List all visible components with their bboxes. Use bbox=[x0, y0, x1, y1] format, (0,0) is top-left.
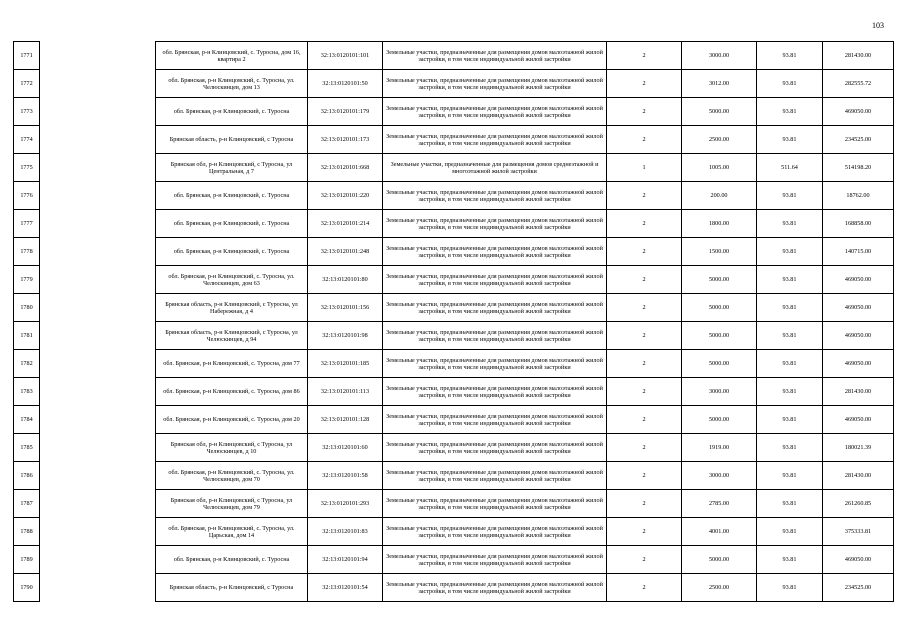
address-cell: обл. Брянская, р-н Клинцовский, с. Туросна bbox=[156, 182, 308, 210]
specific-value-cell: 93.81 bbox=[757, 42, 823, 70]
cadastral-value-cell: 469050.00 bbox=[823, 294, 894, 322]
permitted-use-cell: Земельные участки, предназначенные для размещения домов малоэтажной жилой застройки, в том числе индивидуальной жилой застройки bbox=[383, 210, 607, 238]
group-cell: 2 bbox=[607, 378, 682, 406]
permitted-use-cell: Земельные участки, предназначенные для размещения домов малоэтажной жилой застройки, в том числе индивидуальной жилой застройки bbox=[383, 266, 607, 294]
area-cell: 3000.00 bbox=[682, 462, 757, 490]
address-cell: обл. Брянская, р-н Клинцовский, с. Туросна, дом 77 bbox=[156, 350, 308, 378]
table-row bbox=[14, 70, 894, 98]
specific-value-cell: 93.81 bbox=[757, 462, 823, 490]
row-number-cell: 1789 bbox=[14, 546, 40, 574]
cadastral-number-cell: 32:13:0120101:179 bbox=[308, 98, 383, 126]
area-cell: 1800.00 bbox=[682, 210, 757, 238]
group-cell: 2 bbox=[607, 42, 682, 70]
cadastral-value-cell: 469050.00 bbox=[823, 266, 894, 294]
row-number-cell: 1776 bbox=[14, 182, 40, 210]
cadastral-value-cell: 281430.00 bbox=[823, 42, 894, 70]
table-row bbox=[14, 490, 894, 518]
address-cell: Брянская область, р-н Клинцовский, с Туросна, ул Челюскинцев, д 94 bbox=[156, 322, 308, 350]
area-cell: 3000.00 bbox=[682, 378, 757, 406]
row-number-cell: 1773 bbox=[14, 98, 40, 126]
specific-value-cell: 93.81 bbox=[757, 126, 823, 154]
address-cell: обл. Брянская, р-н Клинцовский, с. Туросна, ул. Челюскинцев, дом 70 bbox=[156, 462, 308, 490]
table-row bbox=[14, 210, 894, 238]
table-row bbox=[14, 350, 894, 378]
table-row bbox=[14, 574, 894, 602]
cadastral-number-cell: 32:13:0120101:668 bbox=[308, 154, 383, 182]
spacer-cell bbox=[40, 294, 156, 322]
address-cell: обл. Брянская, р-н Клинцовский, с. Туросна, дом 16, квартира 2 bbox=[156, 42, 308, 70]
specific-value-cell: 93.81 bbox=[757, 434, 823, 462]
table-row bbox=[14, 294, 894, 322]
spacer-cell bbox=[40, 378, 156, 406]
area-cell: 1919.00 bbox=[682, 434, 757, 462]
specific-value-cell: 93.81 bbox=[757, 210, 823, 238]
group-cell: 2 bbox=[607, 182, 682, 210]
row-number-cell: 1783 bbox=[14, 378, 40, 406]
address-cell: обл. Брянская, р-н Клинцовский, с. Туросна bbox=[156, 546, 308, 574]
cadastral-value-cell: 375333.81 bbox=[823, 518, 894, 546]
address-cell: Брянская обл, р-н Клинцовский, с Туросна, ул Центральная, д 7 bbox=[156, 154, 308, 182]
specific-value-cell: 511.64 bbox=[757, 154, 823, 182]
cadastral-value-cell: 168858.00 bbox=[823, 210, 894, 238]
cadastral-number-cell: 32:13:0120101:80 bbox=[308, 266, 383, 294]
specific-value-cell: 93.81 bbox=[757, 378, 823, 406]
area-cell: 2500.00 bbox=[682, 574, 757, 602]
address-cell: Брянская область, р-н Клинцовский, с Туросна, ул Набережная, д 4 bbox=[156, 294, 308, 322]
specific-value-cell: 93.81 bbox=[757, 70, 823, 98]
cadastral-value-cell: 140715.00 bbox=[823, 238, 894, 266]
group-cell: 2 bbox=[607, 406, 682, 434]
area-cell: 5000.00 bbox=[682, 294, 757, 322]
spacer-cell bbox=[40, 406, 156, 434]
specific-value-cell: 93.81 bbox=[757, 266, 823, 294]
spacer-cell bbox=[40, 266, 156, 294]
row-number-cell: 1781 bbox=[14, 322, 40, 350]
area-cell: 5000.00 bbox=[682, 350, 757, 378]
permitted-use-cell: Земельные участки, предназначенные для размещения домов малоэтажной жилой застройки, в том числе индивидуальной жилой застройки bbox=[383, 406, 607, 434]
cadastral-number-cell: 32:13:0120101:173 bbox=[308, 126, 383, 154]
area-cell: 2785.00 bbox=[682, 490, 757, 518]
group-cell: 2 bbox=[607, 546, 682, 574]
group-cell: 1 bbox=[607, 154, 682, 182]
spacer-cell bbox=[40, 462, 156, 490]
address-cell: обл. Брянская, р-н Клинцовский, с. Туросна, ул. Челюскинцев, дом 13 bbox=[156, 70, 308, 98]
permitted-use-cell: Земельные участки, предназначенные для размещения домов малоэтажной жилой застройки, в том числе индивидуальной жилой застройки bbox=[383, 70, 607, 98]
address-cell: обл. Брянская, р-н Клинцовский, с. Туросна, ул. Челюскинцев, дом 63 bbox=[156, 266, 308, 294]
cadastral-number-cell: 32:13:0120101:94 bbox=[308, 546, 383, 574]
row-number-cell: 1786 bbox=[14, 462, 40, 490]
area-cell: 3012.00 bbox=[682, 70, 757, 98]
row-number-cell: 1784 bbox=[14, 406, 40, 434]
table-row bbox=[14, 266, 894, 294]
permitted-use-cell: Земельные участки, предназначенные для размещения домов малоэтажной жилой застройки, в том числе индивидуальной жилой застройки bbox=[383, 574, 607, 602]
specific-value-cell: 93.81 bbox=[757, 350, 823, 378]
row-number-cell: 1787 bbox=[14, 490, 40, 518]
cadastral-number-cell: 32:13:0120101:58 bbox=[308, 462, 383, 490]
area-cell: 2500.00 bbox=[682, 126, 757, 154]
table-row bbox=[14, 98, 894, 126]
address-cell: обл. Брянская, р-н Клинцовский, с. Туросна bbox=[156, 210, 308, 238]
address-cell: Брянская область, р-н Клинцовский, с Туросна bbox=[156, 126, 308, 154]
row-number-cell: 1774 bbox=[14, 126, 40, 154]
land-plot-table bbox=[13, 41, 894, 602]
spacer-cell bbox=[40, 490, 156, 518]
table-row bbox=[14, 126, 894, 154]
row-number-cell: 1780 bbox=[14, 294, 40, 322]
spacer-cell bbox=[40, 126, 156, 154]
cadastral-number-cell: 32:13:0120101:54 bbox=[308, 574, 383, 602]
specific-value-cell: 93.81 bbox=[757, 490, 823, 518]
permitted-use-cell: Земельные участки, предназначенные для размещения домов малоэтажной жилой застройки, в том числе индивидуальной жилой застройки bbox=[383, 294, 607, 322]
group-cell: 2 bbox=[607, 210, 682, 238]
permitted-use-cell: Земельные участки, предназначенные для размещения домов малоэтажной жилой застройки, в том числе индивидуальной жилой застройки bbox=[383, 126, 607, 154]
area-cell: 200.00 bbox=[682, 182, 757, 210]
specific-value-cell: 93.81 bbox=[757, 294, 823, 322]
group-cell: 2 bbox=[607, 490, 682, 518]
table-row bbox=[14, 42, 894, 70]
group-cell: 2 bbox=[607, 322, 682, 350]
permitted-use-cell: Земельные участки, предназначенные для размещения домов малоэтажной жилой застройки, в том числе индивидуальной жилой застройки bbox=[383, 42, 607, 70]
group-cell: 2 bbox=[607, 518, 682, 546]
area-cell: 5000.00 bbox=[682, 406, 757, 434]
table-row bbox=[14, 154, 894, 182]
address-cell: обл. Брянская, р-н Клинцовский, с. Туросна bbox=[156, 98, 308, 126]
spacer-cell bbox=[40, 350, 156, 378]
address-cell: обл. Брянская, р-н Клинцовский, с. Туросна, дом 20 bbox=[156, 406, 308, 434]
row-number-cell: 1785 bbox=[14, 434, 40, 462]
permitted-use-cell: Земельные участки, предназначенные для размещения домов малоэтажной жилой застройки, в том числе индивидуальной жилой застройки bbox=[383, 182, 607, 210]
table-row bbox=[14, 322, 894, 350]
area-cell: 4001.00 bbox=[682, 518, 757, 546]
specific-value-cell: 93.81 bbox=[757, 518, 823, 546]
cadastral-number-cell: 32:13:0120101:293 bbox=[308, 490, 383, 518]
table-row bbox=[14, 434, 894, 462]
spacer-cell bbox=[40, 518, 156, 546]
cadastral-value-cell: 234525.00 bbox=[823, 574, 894, 602]
cadastral-value-cell: 469050.00 bbox=[823, 350, 894, 378]
address-cell: Брянская обл, р-н Клинцовский, с Туросна, ул Челюскинцев, дом 79 bbox=[156, 490, 308, 518]
group-cell: 2 bbox=[607, 266, 682, 294]
cadastral-value-cell: 18762.00 bbox=[823, 182, 894, 210]
permitted-use-cell: Земельные участки, предназначенные для размещения домов малоэтажной жилой застройки, в том числе индивидуальной жилой застройки bbox=[383, 518, 607, 546]
cadastral-value-cell: 281430.00 bbox=[823, 378, 894, 406]
group-cell: 2 bbox=[607, 294, 682, 322]
group-cell: 2 bbox=[607, 434, 682, 462]
specific-value-cell: 93.81 bbox=[757, 574, 823, 602]
cadastral-number-cell: 32:13:0120101:214 bbox=[308, 210, 383, 238]
group-cell: 2 bbox=[607, 462, 682, 490]
specific-value-cell: 93.81 bbox=[757, 322, 823, 350]
specific-value-cell: 93.81 bbox=[757, 546, 823, 574]
cadastral-value-cell: 180021.39 bbox=[823, 434, 894, 462]
spacer-cell bbox=[40, 154, 156, 182]
table-row bbox=[14, 238, 894, 266]
area-cell: 1005.00 bbox=[682, 154, 757, 182]
table-row bbox=[14, 518, 894, 546]
group-cell: 2 bbox=[607, 238, 682, 266]
cadastral-number-cell: 32:13:0120101:83 bbox=[308, 518, 383, 546]
row-number-cell: 1782 bbox=[14, 350, 40, 378]
table-row bbox=[14, 462, 894, 490]
spacer-cell bbox=[40, 546, 156, 574]
permitted-use-cell: Земельные участки, предназначенные для размещения домов малоэтажной жилой застройки, в том числе индивидуальной жилой застройки bbox=[383, 546, 607, 574]
cadastral-number-cell: 32:13:0120101:248 bbox=[308, 238, 383, 266]
spacer-cell bbox=[40, 238, 156, 266]
cadastral-number-cell: 32:13:0120101:128 bbox=[308, 406, 383, 434]
address-cell: Брянская область, р-н Клинцовский, с Туросна bbox=[156, 574, 308, 602]
specific-value-cell: 93.81 bbox=[757, 238, 823, 266]
group-cell: 2 bbox=[607, 98, 682, 126]
row-number-cell: 1775 bbox=[14, 154, 40, 182]
permitted-use-cell: Земельные участки, предназначенные для размещения домов среднеэтажной и многоэтажной жилой застройки bbox=[383, 154, 607, 182]
spacer-cell bbox=[40, 210, 156, 238]
cadastral-number-cell: 32:13:0120101:220 bbox=[308, 182, 383, 210]
permitted-use-cell: Земельные участки, предназначенные для размещения домов малоэтажной жилой застройки, в том числе индивидуальной жилой застройки bbox=[383, 322, 607, 350]
group-cell: 2 bbox=[607, 70, 682, 98]
area-cell: 5000.00 bbox=[682, 98, 757, 126]
address-cell: Брянская обл, р-н Клинцовский, с Туросна, ул Челюскинцев, д 10 bbox=[156, 434, 308, 462]
permitted-use-cell: Земельные участки, предназначенные для размещения домов малоэтажной жилой застройки, в том числе индивидуальной жилой застройки bbox=[383, 434, 607, 462]
row-number-cell: 1771 bbox=[14, 42, 40, 70]
cadastral-value-cell: 469050.00 bbox=[823, 406, 894, 434]
cadastral-number-cell: 32:13:0120101:98 bbox=[308, 322, 383, 350]
group-cell: 2 bbox=[607, 574, 682, 602]
permitted-use-cell: Земельные участки, предназначенные для размещения домов малоэтажной жилой застройки, в том числе индивидуальной жилой застройки bbox=[383, 98, 607, 126]
table-body bbox=[14, 42, 894, 602]
spacer-cell bbox=[40, 574, 156, 602]
specific-value-cell: 93.81 bbox=[757, 98, 823, 126]
cadastral-number-cell: 32:13:0120101:60 bbox=[308, 434, 383, 462]
permitted-use-cell: Земельные участки, предназначенные для размещения домов малоэтажной жилой застройки, в том числе индивидуальной жилой застройки bbox=[383, 378, 607, 406]
row-number-cell: 1788 bbox=[14, 518, 40, 546]
row-number-cell: 1790 bbox=[14, 574, 40, 602]
row-number-cell: 1779 bbox=[14, 266, 40, 294]
row-number-cell: 1772 bbox=[14, 70, 40, 98]
cadastral-value-cell: 261260.85 bbox=[823, 490, 894, 518]
cadastral-value-cell: 469050.00 bbox=[823, 322, 894, 350]
address-cell: обл. Брянская, р-н Клинцовский, с. Туросна bbox=[156, 238, 308, 266]
cadastral-number-cell: 32:13:0120101:101 bbox=[308, 42, 383, 70]
area-cell: 1500.00 bbox=[682, 238, 757, 266]
spacer-cell bbox=[40, 182, 156, 210]
address-cell: обл. Брянская, р-н Клинцовский, с. Туросна, ул. Царьская, дом 14 bbox=[156, 518, 308, 546]
cadastral-value-cell: 469050.00 bbox=[823, 98, 894, 126]
permitted-use-cell: Земельные участки, предназначенные для размещения домов малоэтажной жилой застройки, в том числе индивидуальной жилой застройки bbox=[383, 462, 607, 490]
specific-value-cell: 93.81 bbox=[757, 182, 823, 210]
group-cell: 2 bbox=[607, 126, 682, 154]
permitted-use-cell: Земельные участки, предназначенные для размещения домов малоэтажной жилой застройки, в том числе индивидуальной жилой застройки bbox=[383, 490, 607, 518]
table-row bbox=[14, 182, 894, 210]
page-number: 103 bbox=[872, 21, 884, 30]
address-cell: обл. Брянская, р-н Клинцовский, с. Туросна, дом 86 bbox=[156, 378, 308, 406]
cadastral-number-cell: 32:13:0120101:50 bbox=[308, 70, 383, 98]
permitted-use-cell: Земельные участки, предназначенные для размещения домов малоэтажной жилой застройки, в том числе индивидуальной жилой застройки bbox=[383, 238, 607, 266]
area-cell: 3000.00 bbox=[682, 42, 757, 70]
cadastral-value-cell: 514198.20 bbox=[823, 154, 894, 182]
cadastral-number-cell: 32:13:0120101:185 bbox=[308, 350, 383, 378]
table-row bbox=[14, 546, 894, 574]
row-number-cell: 1777 bbox=[14, 210, 40, 238]
cadastral-value-cell: 281430.00 bbox=[823, 462, 894, 490]
spacer-cell bbox=[40, 70, 156, 98]
cadastral-number-cell: 32:13:0120101:113 bbox=[308, 378, 383, 406]
cadastral-value-cell: 469050.00 bbox=[823, 546, 894, 574]
spacer-cell bbox=[40, 322, 156, 350]
area-cell: 5000.00 bbox=[682, 546, 757, 574]
cadastral-number-cell: 32:13:0120101:156 bbox=[308, 294, 383, 322]
cadastral-value-cell: 282555.72 bbox=[823, 70, 894, 98]
table-row bbox=[14, 378, 894, 406]
cadastral-value-cell: 234525.00 bbox=[823, 126, 894, 154]
spacer-cell bbox=[40, 434, 156, 462]
group-cell: 2 bbox=[607, 350, 682, 378]
spacer-cell bbox=[40, 98, 156, 126]
area-cell: 5000.00 bbox=[682, 266, 757, 294]
area-cell: 5000.00 bbox=[682, 322, 757, 350]
table-row bbox=[14, 406, 894, 434]
permitted-use-cell: Земельные участки, предназначенные для размещения домов малоэтажной жилой застройки, в том числе индивидуальной жилой застройки bbox=[383, 350, 607, 378]
spacer-cell bbox=[40, 42, 156, 70]
specific-value-cell: 93.81 bbox=[757, 406, 823, 434]
row-number-cell: 1778 bbox=[14, 238, 40, 266]
